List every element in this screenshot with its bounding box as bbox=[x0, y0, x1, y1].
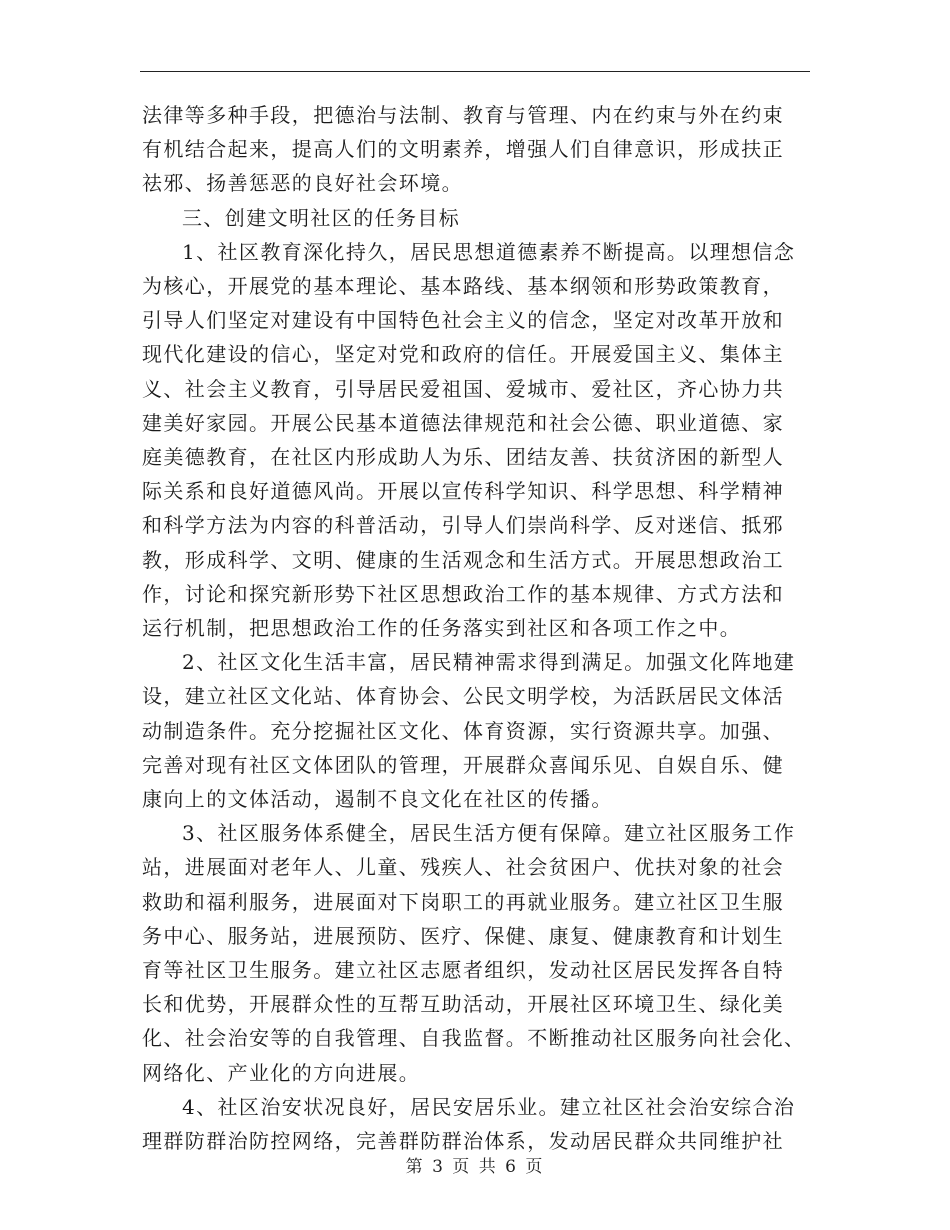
text-line: 2、社区文化生活丰富，居民精神需求得到满足。加强文化阵地建 bbox=[182, 650, 796, 675]
text-line: 作，讨论和探究新形势下社区思想政治工作的基本规律、方式方法和 bbox=[142, 581, 784, 606]
body-paragraph bbox=[142, 235, 810, 645]
text-line: 和科学方法为内容的科普活动，引导人们崇尚科学、反对迷信、抵邪 bbox=[142, 513, 784, 538]
text-line: 3、社区服务体系健全，居民生活方便有保障。建立社区服务工作 bbox=[182, 821, 796, 846]
text-line: 完善对现有社区文体团队的管理，开展群众喜闻乐见、自娱自乐、健 bbox=[142, 752, 784, 777]
body-paragraph bbox=[142, 816, 810, 1090]
body-paragraph bbox=[142, 1090, 810, 1158]
text-line: 教，形成科学、文明、健康的生活观念和生活方式。开展思想政治工 bbox=[142, 547, 784, 572]
text-line: 有机结合起来，提高人们的文明素养，增强人们自律意识，形成扶正 bbox=[142, 137, 784, 162]
text-line: 祛邪、扬善惩恶的良好社会环境。 bbox=[142, 171, 463, 196]
text-line: 站，进展面对老年人、儿童、残疾人、社会贫困户、优扶对象的社会 bbox=[142, 855, 784, 880]
text-line: 法律等多种手段，把德治与法制、教育与管理、内在约束与外在约束 bbox=[142, 103, 784, 127]
text-line: 现代化建设的信心，坚定对党和政府的信任。开展爱国主义、集体主 bbox=[142, 342, 784, 367]
text-line: 运行机制，把思想政治工作的任务落实到社区和各项工作之中。 bbox=[142, 616, 742, 641]
text-line: 化、社会治安等的自我管理、自我监督。不断推动社区服务向社会化、 bbox=[142, 1026, 806, 1051]
text-line: 理群防群治防控网络，完善群防群治体系，发动居民群众共同维护社 bbox=[142, 1129, 784, 1154]
text-line: 务中心、服务站，进展预防、医疗、保健、康复、健康教育和计划生 bbox=[142, 923, 784, 948]
text-line: 引导人们坚定对建设有中国特色社会主义的信念，坚定对改革开放和 bbox=[142, 308, 784, 333]
text-line: 庭美德教育，在社区内形成助人为乐、团结友善、扶贫济困的新型人 bbox=[142, 445, 784, 470]
text-line: 建美好家园。开展公民基本道德法律规范和社会公德、职业道德、家 bbox=[142, 410, 784, 435]
text-line: 1、社区教育深化持久，居民思想道德素养不断提高。以理想信念 bbox=[182, 239, 796, 264]
body-paragraph bbox=[142, 98, 810, 201]
header-rule bbox=[140, 71, 810, 72]
text-line: 长和优势，开展群众性的互帮互助活动，开展社区环境卫生、绿化美 bbox=[142, 992, 784, 1017]
text-line: 设，建立社区文化站、体育协会、公民文明学校，为活跃居民文体活 bbox=[142, 684, 784, 709]
text-line: 育等社区卫生服务。建立社区志愿者组织，发动社区居民发挥各自特 bbox=[142, 958, 784, 983]
page-number-footer: 第 3 页 共 6 页 bbox=[405, 1157, 545, 1177]
text-line: 际关系和良好道德风尚。开展以宣传科学知识、科学思想、科学精神 bbox=[142, 479, 784, 504]
body-paragraph bbox=[142, 645, 810, 816]
text-line: 网络化、产业化的方向进展。 bbox=[142, 1060, 421, 1085]
text-line: 救助和福利服务，进展面对下岗职工的再就业服务。建立社区卫生服 bbox=[142, 889, 784, 914]
document-body bbox=[142, 98, 810, 1158]
text-line: 动制造条件。充分挖掘社区文化、体育资源，实行资源共享。加强、 bbox=[142, 718, 784, 743]
text-line: 义、社会主义教育，引导居民爱祖国、爱城市、爱社区，齐心协力共 bbox=[142, 376, 784, 401]
text-line: 为核心，开展党的基本理论、基本路线、基本纲领和形势政策教育， bbox=[142, 274, 784, 299]
text-line: 康向上的文体活动，遏制不良文化在社区的传播。 bbox=[142, 787, 613, 812]
text-line: 4、社区治安状况良好，居民安居乐业。建立社区社会治安综合治 bbox=[182, 1094, 796, 1119]
text-line: 三、创建文明社区的任务目标 bbox=[182, 205, 461, 230]
body-paragraph bbox=[142, 201, 810, 235]
